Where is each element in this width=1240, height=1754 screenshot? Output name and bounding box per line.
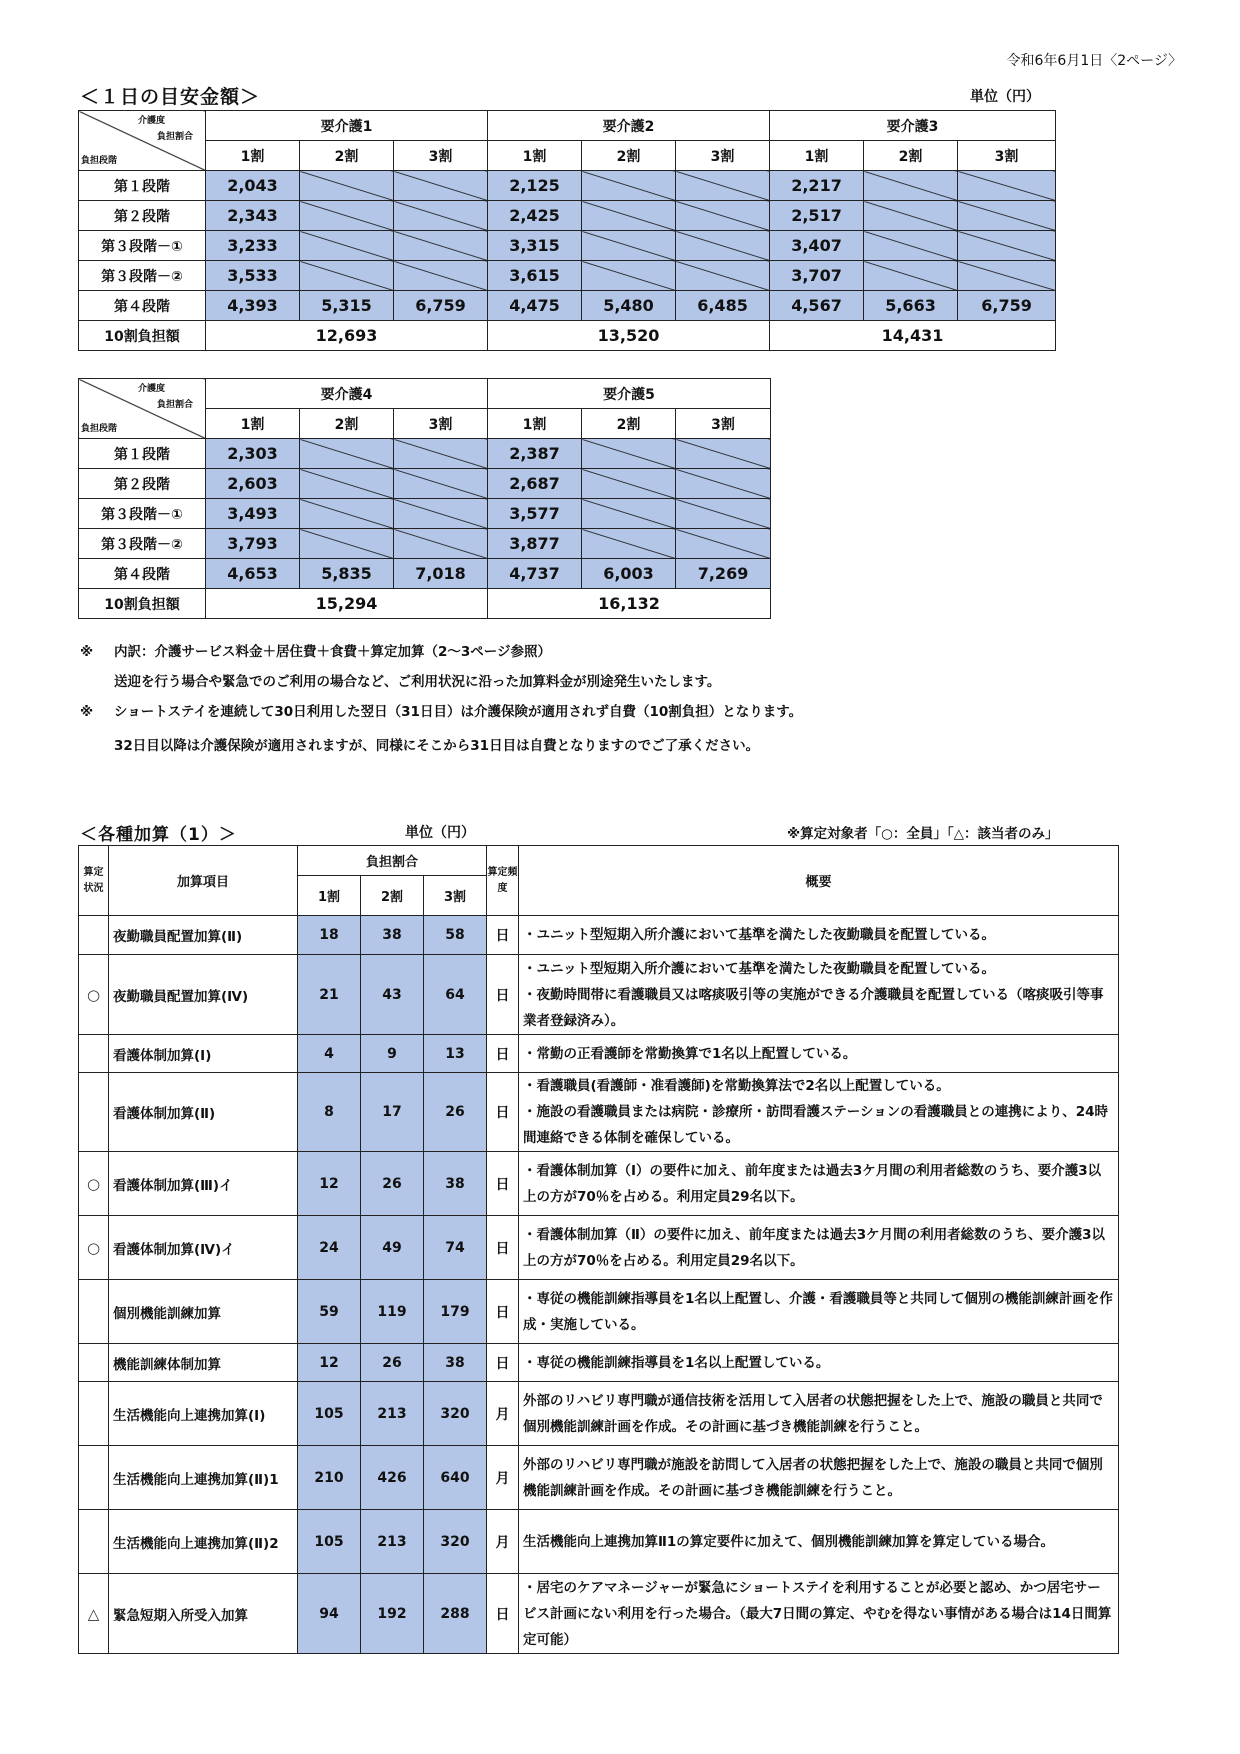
ratio-header: 2割: [582, 141, 676, 171]
addition-item-name: 生活機能向上連携加算(Ⅱ)1: [109, 1446, 298, 1510]
not-applicable-cell: [300, 261, 394, 291]
not-applicable-cell: [676, 439, 771, 469]
frequency: 日: [487, 955, 519, 1035]
status-mark: ○: [79, 1216, 109, 1280]
frequency: 月: [487, 1446, 519, 1510]
amount-cell: 4,653: [206, 559, 300, 589]
amount-cell: 2,303: [206, 439, 300, 469]
amount-cell: 2,217: [770, 171, 864, 201]
status-mark: [79, 1280, 109, 1344]
addition-item-name: 看護体制加算(Ⅲ)イ: [109, 1152, 298, 1216]
status-mark: [79, 1446, 109, 1510]
not-applicable-cell: [300, 499, 394, 529]
stage-row: [79, 171, 1056, 201]
amount-cell: 3,315: [488, 231, 582, 261]
header-row-ratios: [79, 141, 1056, 171]
care-level-header: 要介護3: [770, 111, 1056, 141]
frequency: 日: [487, 1073, 519, 1152]
addition-row: [79, 1216, 1119, 1280]
care-level-header: 要介護4: [206, 379, 488, 409]
additions-section-title: ＜各種加算（1）＞: [80, 825, 237, 845]
stage-row: [79, 201, 1056, 231]
amount-cell: 3,615: [488, 261, 582, 291]
addition-amount: 12: [298, 1152, 361, 1216]
ratio-header: 2割: [582, 409, 676, 439]
amount-cell: 5,835: [300, 559, 394, 589]
addition-amount: 38: [424, 1152, 487, 1216]
not-applicable-cell: [394, 231, 488, 261]
status-mark: [79, 1382, 109, 1446]
note-line: [80, 637, 802, 667]
addition-amount: 38: [361, 916, 424, 955]
ratio-header: 2割: [864, 141, 958, 171]
ratio-header: 3割: [676, 141, 770, 171]
addition-item-name: 機能訓練体制加算: [109, 1344, 298, 1382]
total-amount: 12,693: [206, 321, 488, 351]
corner-label-stage: 負担段階: [81, 156, 118, 166]
addition-row: [79, 1280, 1119, 1344]
not-applicable-cell: [676, 261, 770, 291]
not-applicable-cell: [958, 231, 1056, 261]
stage-label: 第４段階: [79, 559, 206, 589]
addition-item-name: 生活機能向上連携加算(Ⅱ)2: [109, 1510, 298, 1574]
frequency: 日: [487, 1035, 519, 1073]
daily-section-title: ＜１日の目安金額＞: [80, 86, 261, 108]
daily-amount-table-2: [78, 378, 771, 619]
not-applicable-cell: [394, 529, 488, 559]
not-applicable-cell: [676, 499, 771, 529]
not-applicable-cell: [676, 469, 771, 499]
addition-amount: 210: [298, 1446, 361, 1510]
frequency: 月: [487, 1510, 519, 1574]
addition-amount: 105: [298, 1382, 361, 1446]
amount-cell: 2,043: [206, 171, 300, 201]
amount-cell: 3,577: [488, 499, 582, 529]
note-mark: ※: [80, 644, 94, 660]
ratio-header: 3割: [394, 141, 488, 171]
care-level-header: 要介護2: [488, 111, 770, 141]
corner-header: [79, 111, 206, 171]
addition-item-name: 緊急短期入所受入加算: [109, 1574, 298, 1654]
note-line: [80, 697, 802, 727]
addition-summary: ・ユニット型短期入所介護において基準を満たした夜勤職員を配置している。: [519, 916, 1119, 955]
addition-amount: 26: [361, 1344, 424, 1382]
addition-amount: 43: [361, 955, 424, 1035]
addition-amount: 8: [298, 1073, 361, 1152]
not-applicable-cell: [300, 469, 394, 499]
note-text: ショートステイを連続して30日利用した翌日（31日目）は介護保険が適用されず自費（10割負担）となります。: [114, 704, 803, 720]
amount-cell: 2,517: [770, 201, 864, 231]
not-applicable-cell: [582, 201, 676, 231]
frequency: 月: [487, 1382, 519, 1446]
header-ratio-group: 負担割合: [298, 846, 487, 876]
frequency: 日: [487, 1574, 519, 1654]
total-amount: 14,431: [770, 321, 1056, 351]
amount-cell: 6,485: [676, 291, 770, 321]
addition-row: [79, 1510, 1119, 1574]
addition-amount: 179: [424, 1280, 487, 1344]
not-applicable-cell: [394, 171, 488, 201]
amount-cell: 4,567: [770, 291, 864, 321]
corner-label-care-level: 介護度: [137, 116, 165, 126]
amount-cell: 7,018: [394, 559, 488, 589]
addition-summary: ・専従の機能訓練指導員を1名以上配置し、介護・看護職員等と共同して個別の機能訓練計画を作成・実施している。: [519, 1280, 1119, 1344]
amount-cell: 7,269: [676, 559, 771, 589]
addition-summary: 生活機能向上連携加算Ⅱ1の算定要件に加えて、個別機能訓練加算を算定している場合。: [519, 1510, 1119, 1574]
header-ratio-2: 2割: [361, 876, 424, 916]
addition-amount: 13: [424, 1035, 487, 1073]
addition-amount: 4: [298, 1035, 361, 1073]
care-level-header: 要介護5: [488, 379, 771, 409]
amount-cell: 6,003: [582, 559, 676, 589]
addition-row: [79, 1344, 1119, 1382]
frequency: 日: [487, 1216, 519, 1280]
total-label: 10割負担額: [79, 589, 206, 619]
stage-label: 第３段階－①: [79, 499, 206, 529]
total-label: 10割負担額: [79, 321, 206, 351]
not-applicable-cell: [864, 231, 958, 261]
stage-label: 第１段階: [79, 171, 206, 201]
not-applicable-cell: [958, 261, 1056, 291]
stage-label: 第４段階: [79, 291, 206, 321]
addition-item-name: 夜勤職員配置加算(Ⅳ): [109, 955, 298, 1035]
corner-label-care-level: 介護度: [137, 384, 165, 394]
not-applicable-cell: [300, 201, 394, 231]
ratio-header: 1割: [206, 409, 300, 439]
note-mark: ※: [80, 704, 94, 720]
total-amount: 16,132: [488, 589, 771, 619]
not-applicable-cell: [582, 171, 676, 201]
note-text: 32日目以降は介護保険が適用されますが、同様にそこから31日目は自費となりますのでご了承ください。: [114, 738, 760, 754]
amount-cell: 5,480: [582, 291, 676, 321]
addition-amount: 640: [424, 1446, 487, 1510]
amount-cell: 2,343: [206, 201, 300, 231]
amount-cell: 3,407: [770, 231, 864, 261]
not-applicable-cell: [676, 529, 771, 559]
addition-summary: ・看護体制加算（Ⅱ）の要件に加え、前年度または過去3ケ月間の利用者総数のうち、要介護3以上の方が70％を占める。利用定員29名以下。: [519, 1216, 1119, 1280]
not-applicable-cell: [300, 231, 394, 261]
status-mark: [79, 916, 109, 955]
addition-summary: 外部のリハビリ専門職が通信技術を活用して入居者の状態把握をした上で、施設の職員と共同で個別機能訓練計画を作成。その計画に基づき機能訓練を行うこと。: [519, 1382, 1119, 1446]
addition-amount: 213: [361, 1382, 424, 1446]
corner-label-ratio: 負担割合: [156, 400, 193, 410]
total-row: [79, 321, 1056, 351]
ratio-header: 3割: [958, 141, 1056, 171]
addition-item-name: 夜勤職員配置加算(Ⅱ): [109, 916, 298, 955]
status-mark: [79, 1510, 109, 1574]
addition-item-name: 生活機能向上連携加算(Ⅰ): [109, 1382, 298, 1446]
amount-cell: 2,425: [488, 201, 582, 231]
page-date: 令和6年6月1日〈2ページ〉: [1006, 53, 1182, 69]
addition-item-name: 看護体制加算(Ⅰ): [109, 1035, 298, 1073]
not-applicable-cell: [582, 469, 676, 499]
amount-cell: 2,603: [206, 469, 300, 499]
ratio-header: 2割: [300, 141, 394, 171]
addition-amount: 94: [298, 1574, 361, 1654]
header-frequency: 算定頻度: [487, 846, 519, 916]
addition-amount: 26: [361, 1152, 424, 1216]
ratio-header: 1割: [488, 141, 582, 171]
addition-amount: 426: [361, 1446, 424, 1510]
frequency: 日: [487, 1280, 519, 1344]
addition-amount: 192: [361, 1574, 424, 1654]
amount-cell: 5,663: [864, 291, 958, 321]
frequency: 日: [487, 916, 519, 955]
addition-amount: 213: [361, 1510, 424, 1574]
ratio-header: 1割: [488, 409, 582, 439]
not-applicable-cell: [958, 171, 1056, 201]
addition-row: [79, 1446, 1119, 1510]
amount-cell: 4,393: [206, 291, 300, 321]
addition-amount: 49: [361, 1216, 424, 1280]
not-applicable-cell: [582, 231, 676, 261]
addition-amount: 74: [424, 1216, 487, 1280]
not-applicable-cell: [864, 171, 958, 201]
header-item: 加算項目: [109, 846, 298, 916]
not-applicable-cell: [300, 171, 394, 201]
addition-summary: ・専従の機能訓練指導員を1名以上配置している。: [519, 1344, 1119, 1382]
ratio-header: 2割: [300, 409, 394, 439]
stage-row: [79, 559, 771, 589]
ratio-header: 3割: [676, 409, 771, 439]
amount-cell: 3,877: [488, 529, 582, 559]
amount-cell: 3,493: [206, 499, 300, 529]
stage-label: 第２段階: [79, 201, 206, 231]
amount-cell: 2,687: [488, 469, 582, 499]
addition-row: [79, 916, 1119, 955]
addition-amount: 12: [298, 1344, 361, 1382]
not-applicable-cell: [394, 261, 488, 291]
addition-amount: 320: [424, 1510, 487, 1574]
header-ratio-3: 3割: [424, 876, 487, 916]
addition-amount: 26: [424, 1073, 487, 1152]
not-applicable-cell: [300, 439, 394, 469]
addition-amount: 18: [298, 916, 361, 955]
header-row-levels: [79, 111, 1056, 141]
status-mark: [79, 1073, 109, 1152]
additions-table: [78, 845, 1119, 1654]
addition-item-name: 個別機能訓練加算: [109, 1280, 298, 1344]
note-line: [80, 731, 802, 761]
not-applicable-cell: [676, 171, 770, 201]
addition-amount: 105: [298, 1510, 361, 1574]
not-applicable-cell: [394, 469, 488, 499]
header-summary: 概要: [519, 846, 1119, 916]
stage-row: [79, 439, 771, 469]
amount-cell: 6,759: [394, 291, 488, 321]
care-level-header: 要介護1: [206, 111, 488, 141]
stage-label: 第２段階: [79, 469, 206, 499]
daily-amount-table-1: [78, 110, 1056, 351]
not-applicable-cell: [582, 439, 676, 469]
addition-row: [79, 1574, 1119, 1654]
total-amount: 13,520: [488, 321, 770, 351]
stage-row: [79, 529, 771, 559]
not-applicable-cell: [394, 499, 488, 529]
stage-row: [79, 469, 771, 499]
stage-label: 第３段階－①: [79, 231, 206, 261]
not-applicable-cell: [394, 439, 488, 469]
daily-unit-label: 単位（円）: [970, 89, 1040, 105]
note-text: 内訳：介護サービス料金＋居住費＋食費＋算定加算（2～3ページ参照）: [114, 644, 552, 660]
status-mark: ○: [79, 955, 109, 1035]
stage-row: [79, 261, 1056, 291]
not-applicable-cell: [958, 201, 1056, 231]
additions-unit-label: 単位（円）: [405, 825, 475, 841]
addition-amount: 58: [424, 916, 487, 955]
addition-amount: 21: [298, 955, 361, 1035]
addition-item-name: 看護体制加算(Ⅱ): [109, 1073, 298, 1152]
notes-block: [80, 637, 802, 761]
stage-label: 第１段階: [79, 439, 206, 469]
corner-label-stage: 負担段階: [81, 424, 118, 434]
not-applicable-cell: [582, 529, 676, 559]
frequency: 日: [487, 1152, 519, 1216]
not-applicable-cell: [864, 201, 958, 231]
not-applicable-cell: [394, 201, 488, 231]
stage-row: [79, 291, 1056, 321]
addition-row: [79, 1382, 1119, 1446]
amount-cell: 5,315: [300, 291, 394, 321]
status-mark: △: [79, 1574, 109, 1654]
status-mark: ○: [79, 1152, 109, 1216]
not-applicable-cell: [676, 231, 770, 261]
ratio-header: 3割: [394, 409, 488, 439]
amount-cell: 3,707: [770, 261, 864, 291]
addition-summary: ・ユニット型短期入所介護において基準を満たした夜勤職員を配置している。 ・夜勤時間帯に看護職員又は喀痰吸引等の実施ができる介護職員を配置している（喀痰吸引等事業者登録済み）。: [519, 955, 1119, 1035]
total-amount: 15,294: [206, 589, 488, 619]
addition-row: [79, 1035, 1119, 1073]
addition-summary: ・常勤の正看護師を常勤換算で1名以上配置している。: [519, 1035, 1119, 1073]
total-row: [79, 589, 771, 619]
stage-label: 第３段階－②: [79, 529, 206, 559]
addition-amount: 64: [424, 955, 487, 1035]
status-mark: [79, 1035, 109, 1073]
frequency: 日: [487, 1344, 519, 1382]
stage-label: 第３段階－②: [79, 261, 206, 291]
additions-legend: ※算定対象者「○：全員」「△：該当者のみ」: [787, 826, 1059, 842]
addition-amount: 59: [298, 1280, 361, 1344]
not-applicable-cell: [300, 529, 394, 559]
amount-cell: 3,233: [206, 231, 300, 261]
not-applicable-cell: [582, 261, 676, 291]
addition-amount: 38: [424, 1344, 487, 1382]
header-row-levels: [79, 379, 771, 409]
status-mark: [79, 1344, 109, 1382]
header-ratio-1: 1割: [298, 876, 361, 916]
header-status: 算定状況: [79, 846, 109, 916]
amount-cell: 6,759: [958, 291, 1056, 321]
amount-cell: 3,793: [206, 529, 300, 559]
stage-row: [79, 499, 771, 529]
note-line: [80, 667, 802, 697]
ratio-header: 1割: [206, 141, 300, 171]
ratio-header: 1割: [770, 141, 864, 171]
amount-cell: 4,737: [488, 559, 582, 589]
addition-amount: 288: [424, 1574, 487, 1654]
amount-cell: 4,475: [488, 291, 582, 321]
addition-amount: 24: [298, 1216, 361, 1280]
addition-summary: ・看護職員(看護師・准看護師)を常勤換算法で2名以上配置している。 ・施設の看護職員または病院・診療所・訪問看護ステーションの看護職員との連携により、24時間連絡できる体制を確保している。: [519, 1073, 1119, 1152]
addition-summary: ・看護体制加算（Ⅰ）の要件に加え、前年度または過去3ケ月間の利用者総数のうち、要介護3以上の方が70％を占める。利用定員29名以下。: [519, 1152, 1119, 1216]
not-applicable-cell: [864, 261, 958, 291]
amount-cell: 2,125: [488, 171, 582, 201]
amount-cell: 2,387: [488, 439, 582, 469]
corner-label-ratio: 負担割合: [156, 132, 193, 142]
addition-row: [79, 1152, 1119, 1216]
addition-summary: 外部のリハビリ専門職が施設を訪問して入居者の状態把握をした上で、施設の職員と共同で個別機能訓練計画を作成。その計画に基づき機能訓練を行うこと。: [519, 1446, 1119, 1510]
addition-amount: 9: [361, 1035, 424, 1073]
not-applicable-cell: [582, 499, 676, 529]
addition-row: [79, 955, 1119, 1035]
amount-cell: 3,533: [206, 261, 300, 291]
corner-header: [79, 379, 206, 439]
note-text: 送迎を行う場合や緊急でのご利用の場合など、ご利用状況に沿った加算料金が別途発生いたします。: [114, 674, 721, 690]
addition-row: [79, 1073, 1119, 1152]
addition-item-name: 看護体制加算(Ⅳ)イ: [109, 1216, 298, 1280]
not-applicable-cell: [676, 201, 770, 231]
addition-amount: 17: [361, 1073, 424, 1152]
addition-summary: ・居宅のケアマネージャーが緊急にショートステイを利用することが必要と認め、かつ居宅サービス計画にない利用を行った場合。（最大7日間の算定、やむを得ない事情がある場合は14日間算定可能）: [519, 1574, 1119, 1654]
addition-amount: 119: [361, 1280, 424, 1344]
addition-amount: 320: [424, 1382, 487, 1446]
stage-row: [79, 231, 1056, 261]
